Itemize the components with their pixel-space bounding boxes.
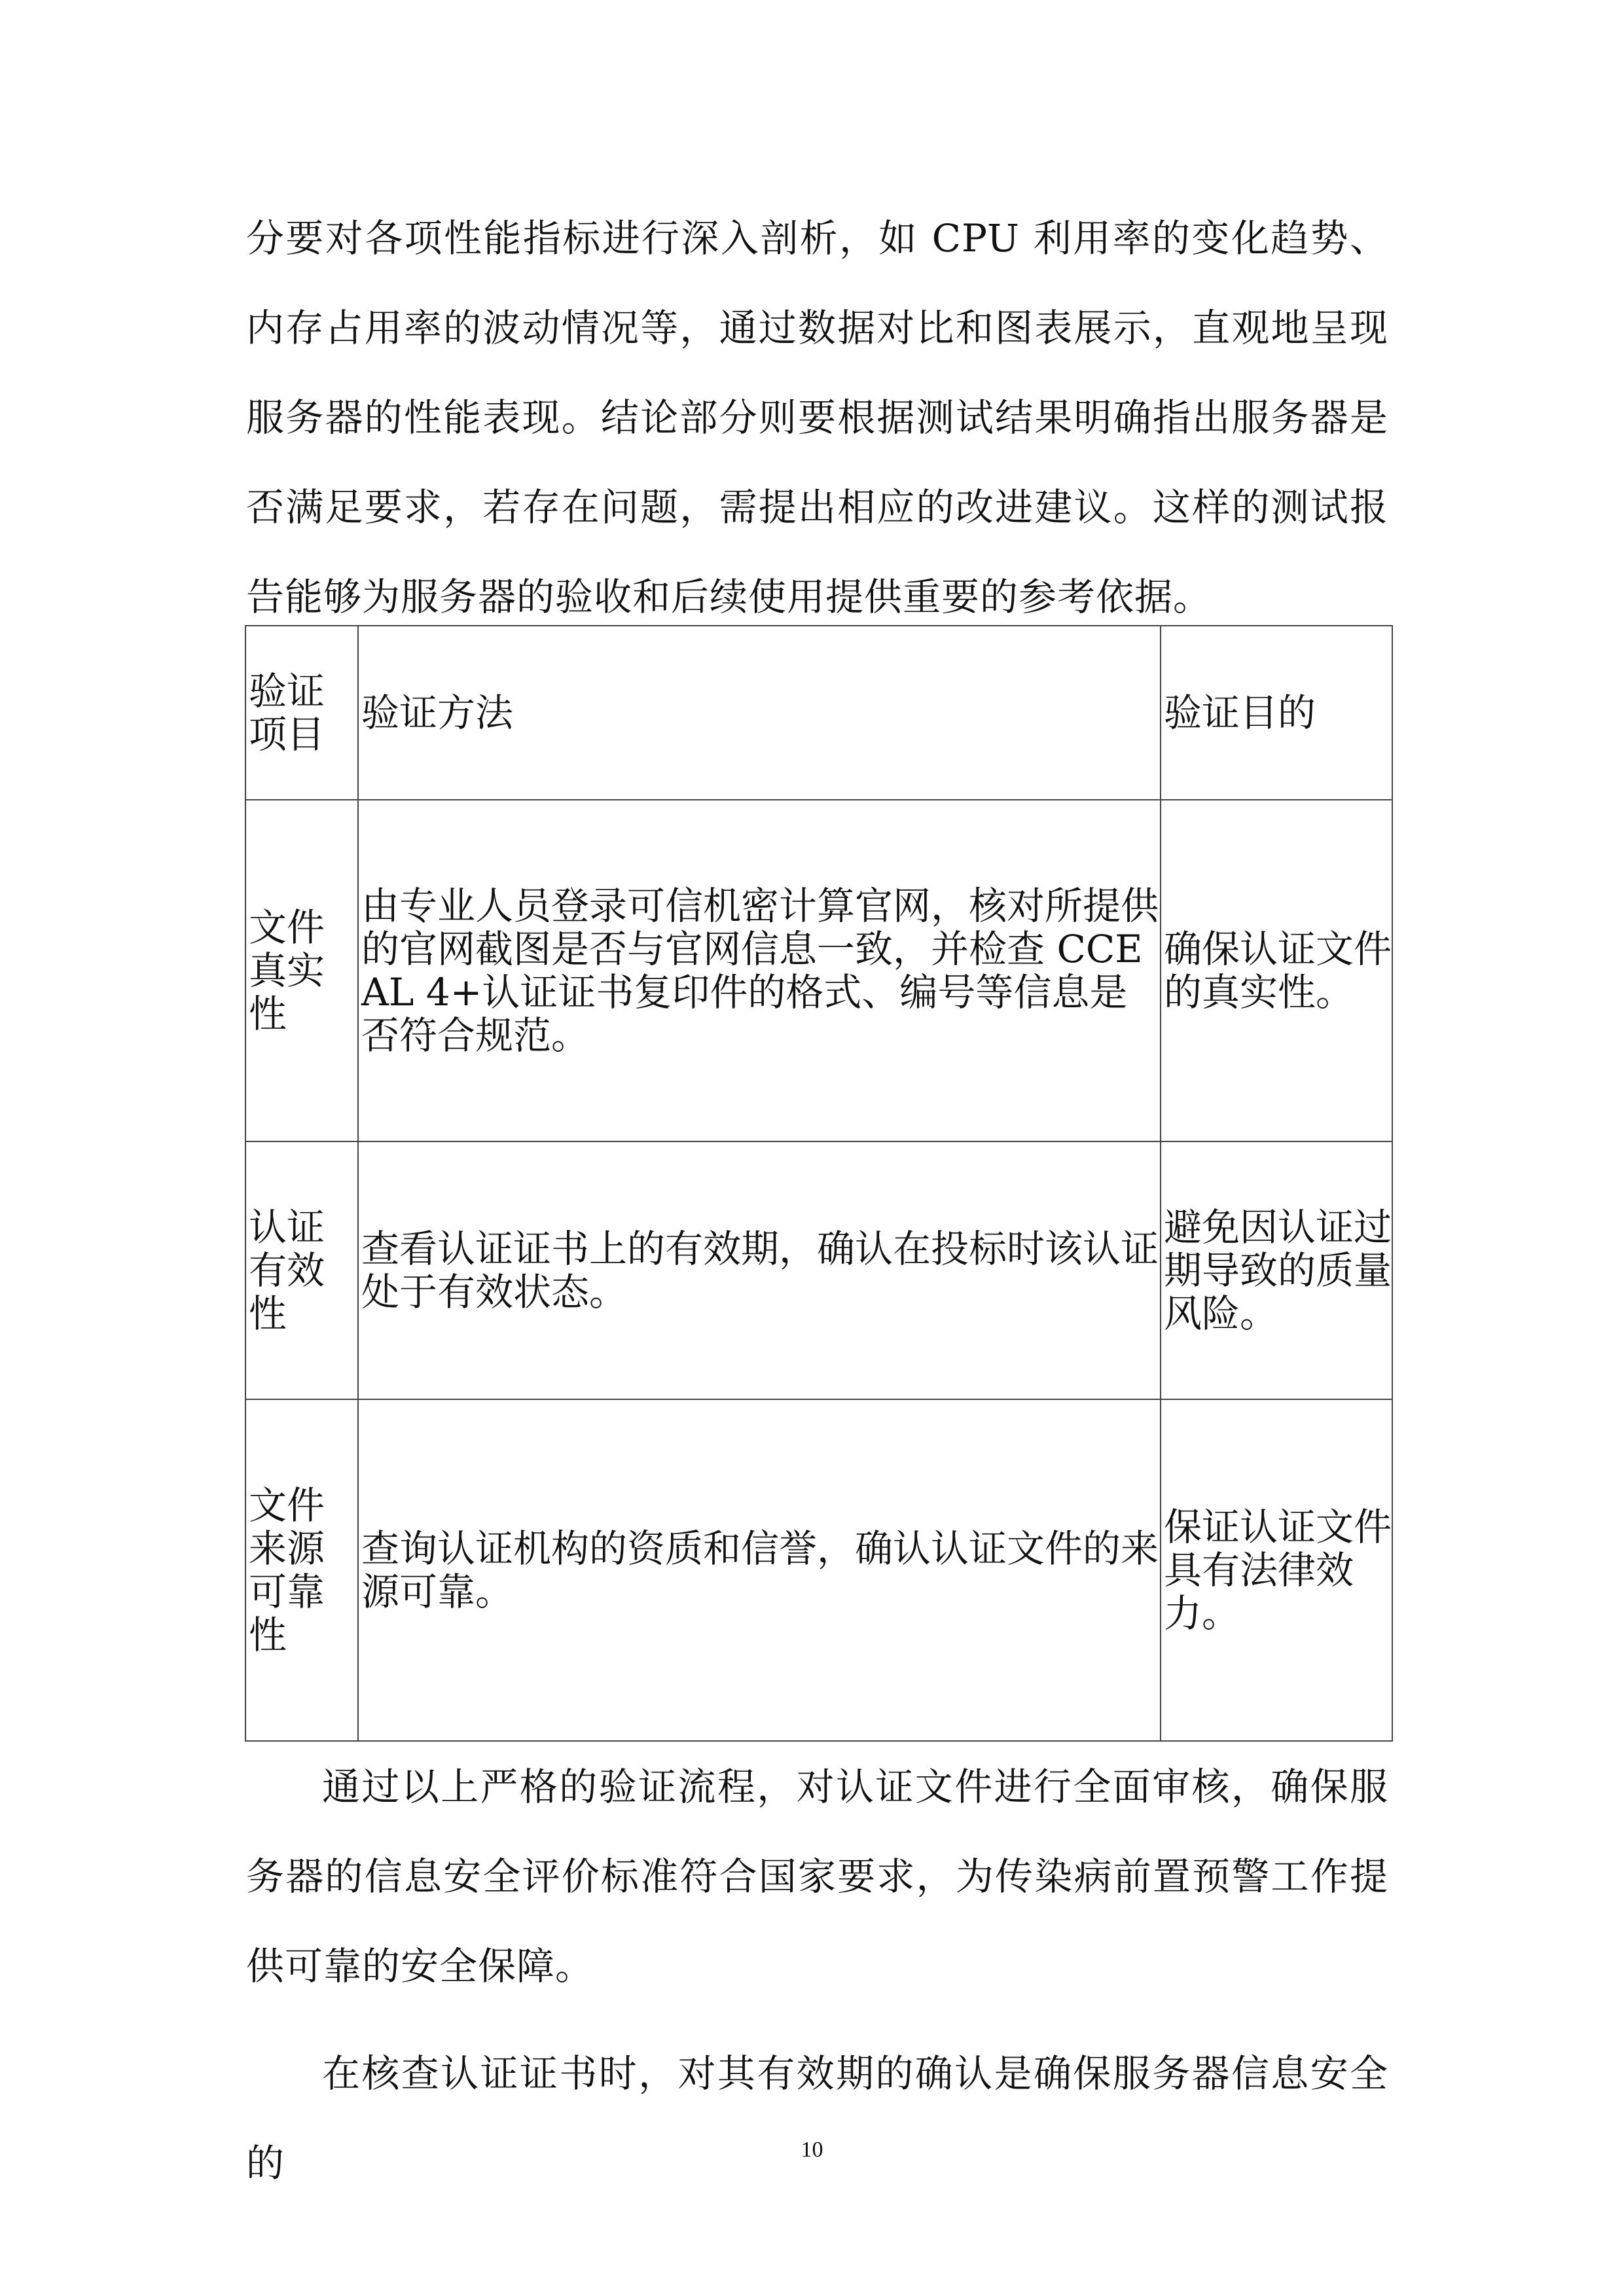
cell-method: 由专业人员登录可信机密计算官网，核对所提供的官网截图是否与官网信息一致，并检查 CCEAL 4+认证证书复印件的格式、编号等信息是否符合规范。 <box>358 800 1161 1141</box>
table-row <box>245 800 1392 1141</box>
header-cell-item: 验证项目 <box>245 626 358 800</box>
cell-item: 文件来源可靠性 <box>245 1399 358 1741</box>
cell-purpose: 避免因认证过期导致的质量风险。 <box>1161 1141 1392 1399</box>
cell-purpose: 保证认证文件具有法律效力。 <box>1161 1399 1392 1741</box>
body-paragraph-after-table: 通过以上严格的验证流程，对认证文件进行全面审核，确保服务器的信息安全评价标准符合国家要求，为传染病前置预警工作提供可靠的安全保障。 <box>246 1765 1388 1988</box>
cell-method: 查看认证证书上的有效期，确认在投标时该认证处于有效状态。 <box>358 1141 1161 1399</box>
table-row <box>245 1141 1392 1399</box>
table-header-row <box>245 626 1392 800</box>
page-number: 10 <box>801 2138 823 2162</box>
header-cell-purpose: 验证目的 <box>1161 626 1392 800</box>
cell-purpose: 确保认证文件的真实性。 <box>1161 800 1392 1141</box>
body-paragraph-top: 分要对各项性能指标进行深入剖析，如 CPU 利用率的变化趋势、内存占用率的波动情况等，通过数据对比和图表展示，直观地呈现服务器的性能表现。结论部分则要根据测试结果明确指出服务器是否满足要求，若存在问题，需提出相应的改进建议。这样的测试报告能够为服务器的验收和后续使用提供重要的参考依据。 <box>246 216 1388 619</box>
verification-table <box>245 625 1393 1742</box>
table-row <box>245 1399 1392 1741</box>
cell-item: 认证有效性 <box>245 1141 358 1399</box>
cell-method: 查询认证机构的资质和信誉，确认认证文件的来源可靠。 <box>358 1399 1161 1741</box>
header-cell-method: 验证方法 <box>358 626 1161 800</box>
body-paragraph-continuing: 在核查认证证书时，对其有效期的确认是确保服务器信息安全的 <box>246 2051 1388 2185</box>
cell-item: 文件真实性 <box>245 800 358 1141</box>
